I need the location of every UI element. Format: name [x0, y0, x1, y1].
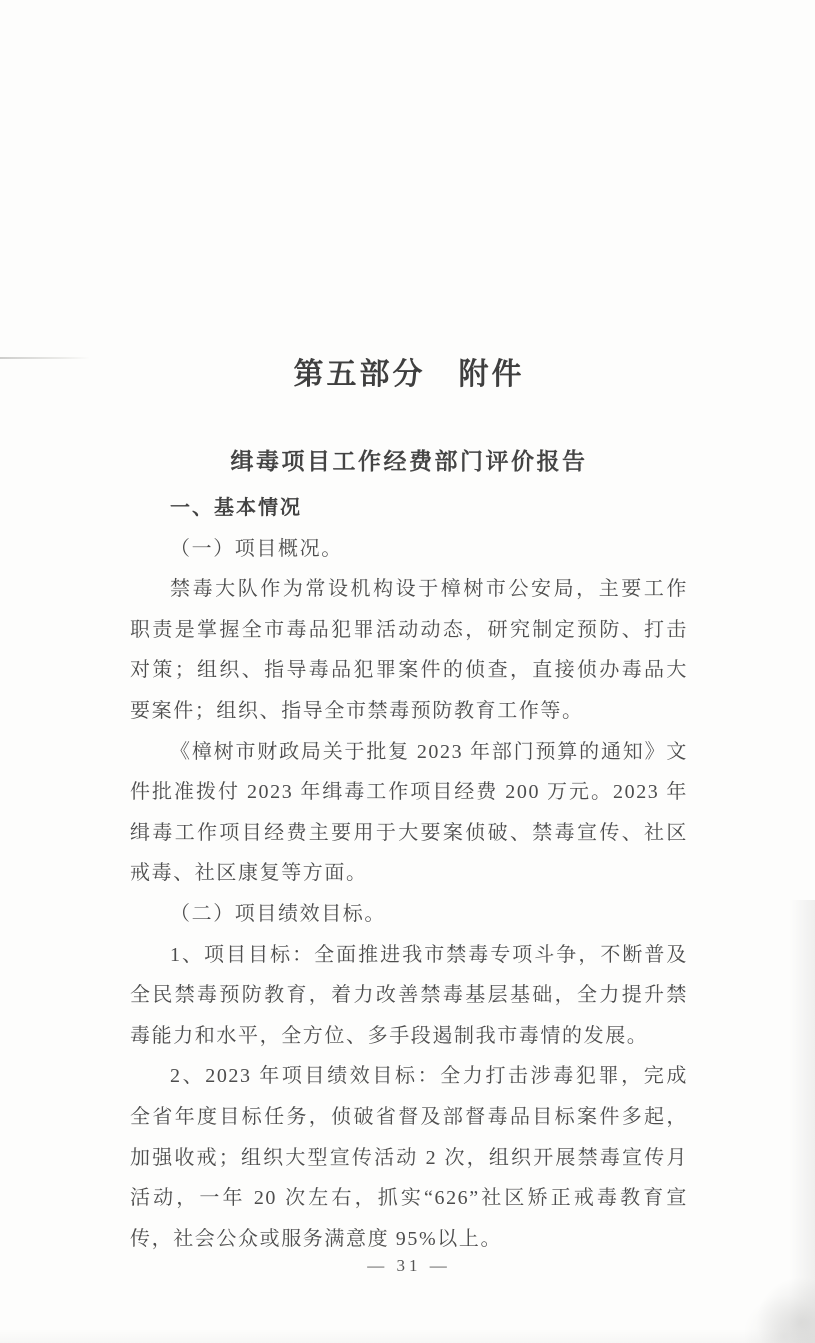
paragraph-project-goal: 1、项目目标：全面推进我市禁毒专项斗争，不断普及全民禁毒预防教育，着力改善禁毒基层基础，全力提升禁毒能力和水平，全方位、多手段遏制我市毒情的发展。 [130, 943, 688, 1047]
section-heading-basic-info: 一、基本情况 [170, 497, 302, 519]
page-number: — 31 — [367, 1256, 451, 1275]
scan-artifact-line [0, 357, 90, 359]
subsection-heading-project-overview: （一）项目概况。 [170, 537, 343, 560]
paragraph-budget-approval: 《樟树市财政局关于批复 2023 年部门预算的通知》文件批准拨付 2023 年缉毒工作项目经费 200 万元。2023 年缉毒工作项目经费主要用于大要案侦破、禁毒宣传、社区戒毒、社区康复等方面。 [130, 740, 688, 885]
paragraph-brigade-duties: 禁毒大队作为常设机构设于樟树市公安局，主要工作职责是掌握全市毒品犯罪活动动态，研究制定预防、打击对策；组织、指导毒品犯罪案件的侦查，直接侦办毒品大要案件；组织、指导全市禁毒预防教育工作等。 [130, 578, 688, 722]
part-title: 第五部分 附件 [293, 358, 525, 391]
report-title: 缉毒项目工作经费部门评价报告 [230, 448, 588, 474]
document-body [130, 488, 688, 1259]
paragraph-2023-performance-goal: 2、2023 年项目绩效目标：全力打击涉毒犯罪，完成全省年度目标任务，侦破省督及部督毒品目标案件多起，加强收戒；组织大型宣传活动 2 次，组织开展禁毒宣传月活动，一年 20 次左右，抓实“626”社区矫正戒毒教育宣传，社会公众或服务满意度 95%以上。 [130, 1065, 688, 1250]
subsection-heading-performance-goals: （二）项目绩效目标。 [170, 902, 386, 925]
scan-bottom-noise [0, 1329, 815, 1343]
